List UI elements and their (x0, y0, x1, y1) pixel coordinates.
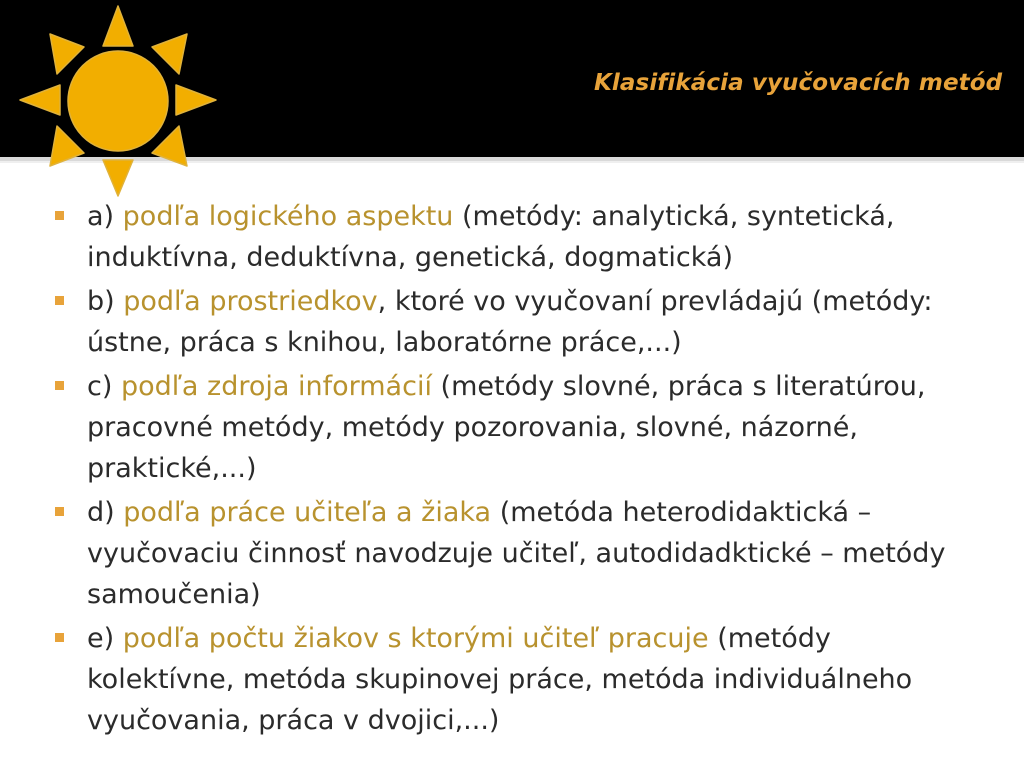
item-prefix: b) (87, 286, 124, 317)
item-text: (metódy slovné, práca s literatúrou, pracovné metódy, metódy pozorovania, slovné, názorné, praktické,...) (87, 371, 926, 484)
list-item (55, 281, 985, 363)
item-text: (metódy kolektívne, metóda skupinovej práce, metóda individuálneho vyučovania, práca v dvojici,...) (87, 623, 913, 736)
item-text: , ktoré vo vyučovaní prevládajú (metódy: ústne, práca s knihou, laboratórne práce,...) (87, 286, 933, 358)
bullet-icon (55, 507, 64, 516)
item-highlight: podľa počtu žiakov s ktorými učiteľ pracuje (122, 623, 709, 654)
list-item (55, 196, 985, 278)
item-prefix: d) (87, 497, 124, 528)
item-highlight: podľa prostriedkov (123, 286, 378, 317)
item-highlight: podľa zdroja informácií (120, 371, 432, 402)
item-prefix: e) (87, 623, 123, 654)
bullet-icon (55, 633, 64, 642)
list-item (55, 366, 985, 489)
method-list (55, 196, 985, 744)
bullet-icon (55, 211, 64, 220)
sun-icon (0, 0, 240, 210)
item-highlight: podľa práce učiteľa a žiaka (123, 497, 492, 528)
slide-title: Klasifikácia vyučovacích metód (594, 70, 1003, 96)
bullet-icon (55, 296, 64, 305)
item-highlight: podľa logického aspektu (122, 201, 454, 232)
list-item (55, 492, 985, 615)
item-text: (metóda heterodidaktická – vyučovaciu činnosť navodzuje učiteľ, autodidadktické – metódy samoučenia) (87, 497, 946, 610)
item-text: (metódy: analytická, syntetická, induktívna, deduktívna, genetická, dogmatická) (87, 201, 895, 273)
bullet-icon (55, 381, 64, 390)
item-prefix: a) (87, 201, 123, 232)
item-prefix: c) (87, 371, 121, 402)
list-item (55, 618, 985, 741)
